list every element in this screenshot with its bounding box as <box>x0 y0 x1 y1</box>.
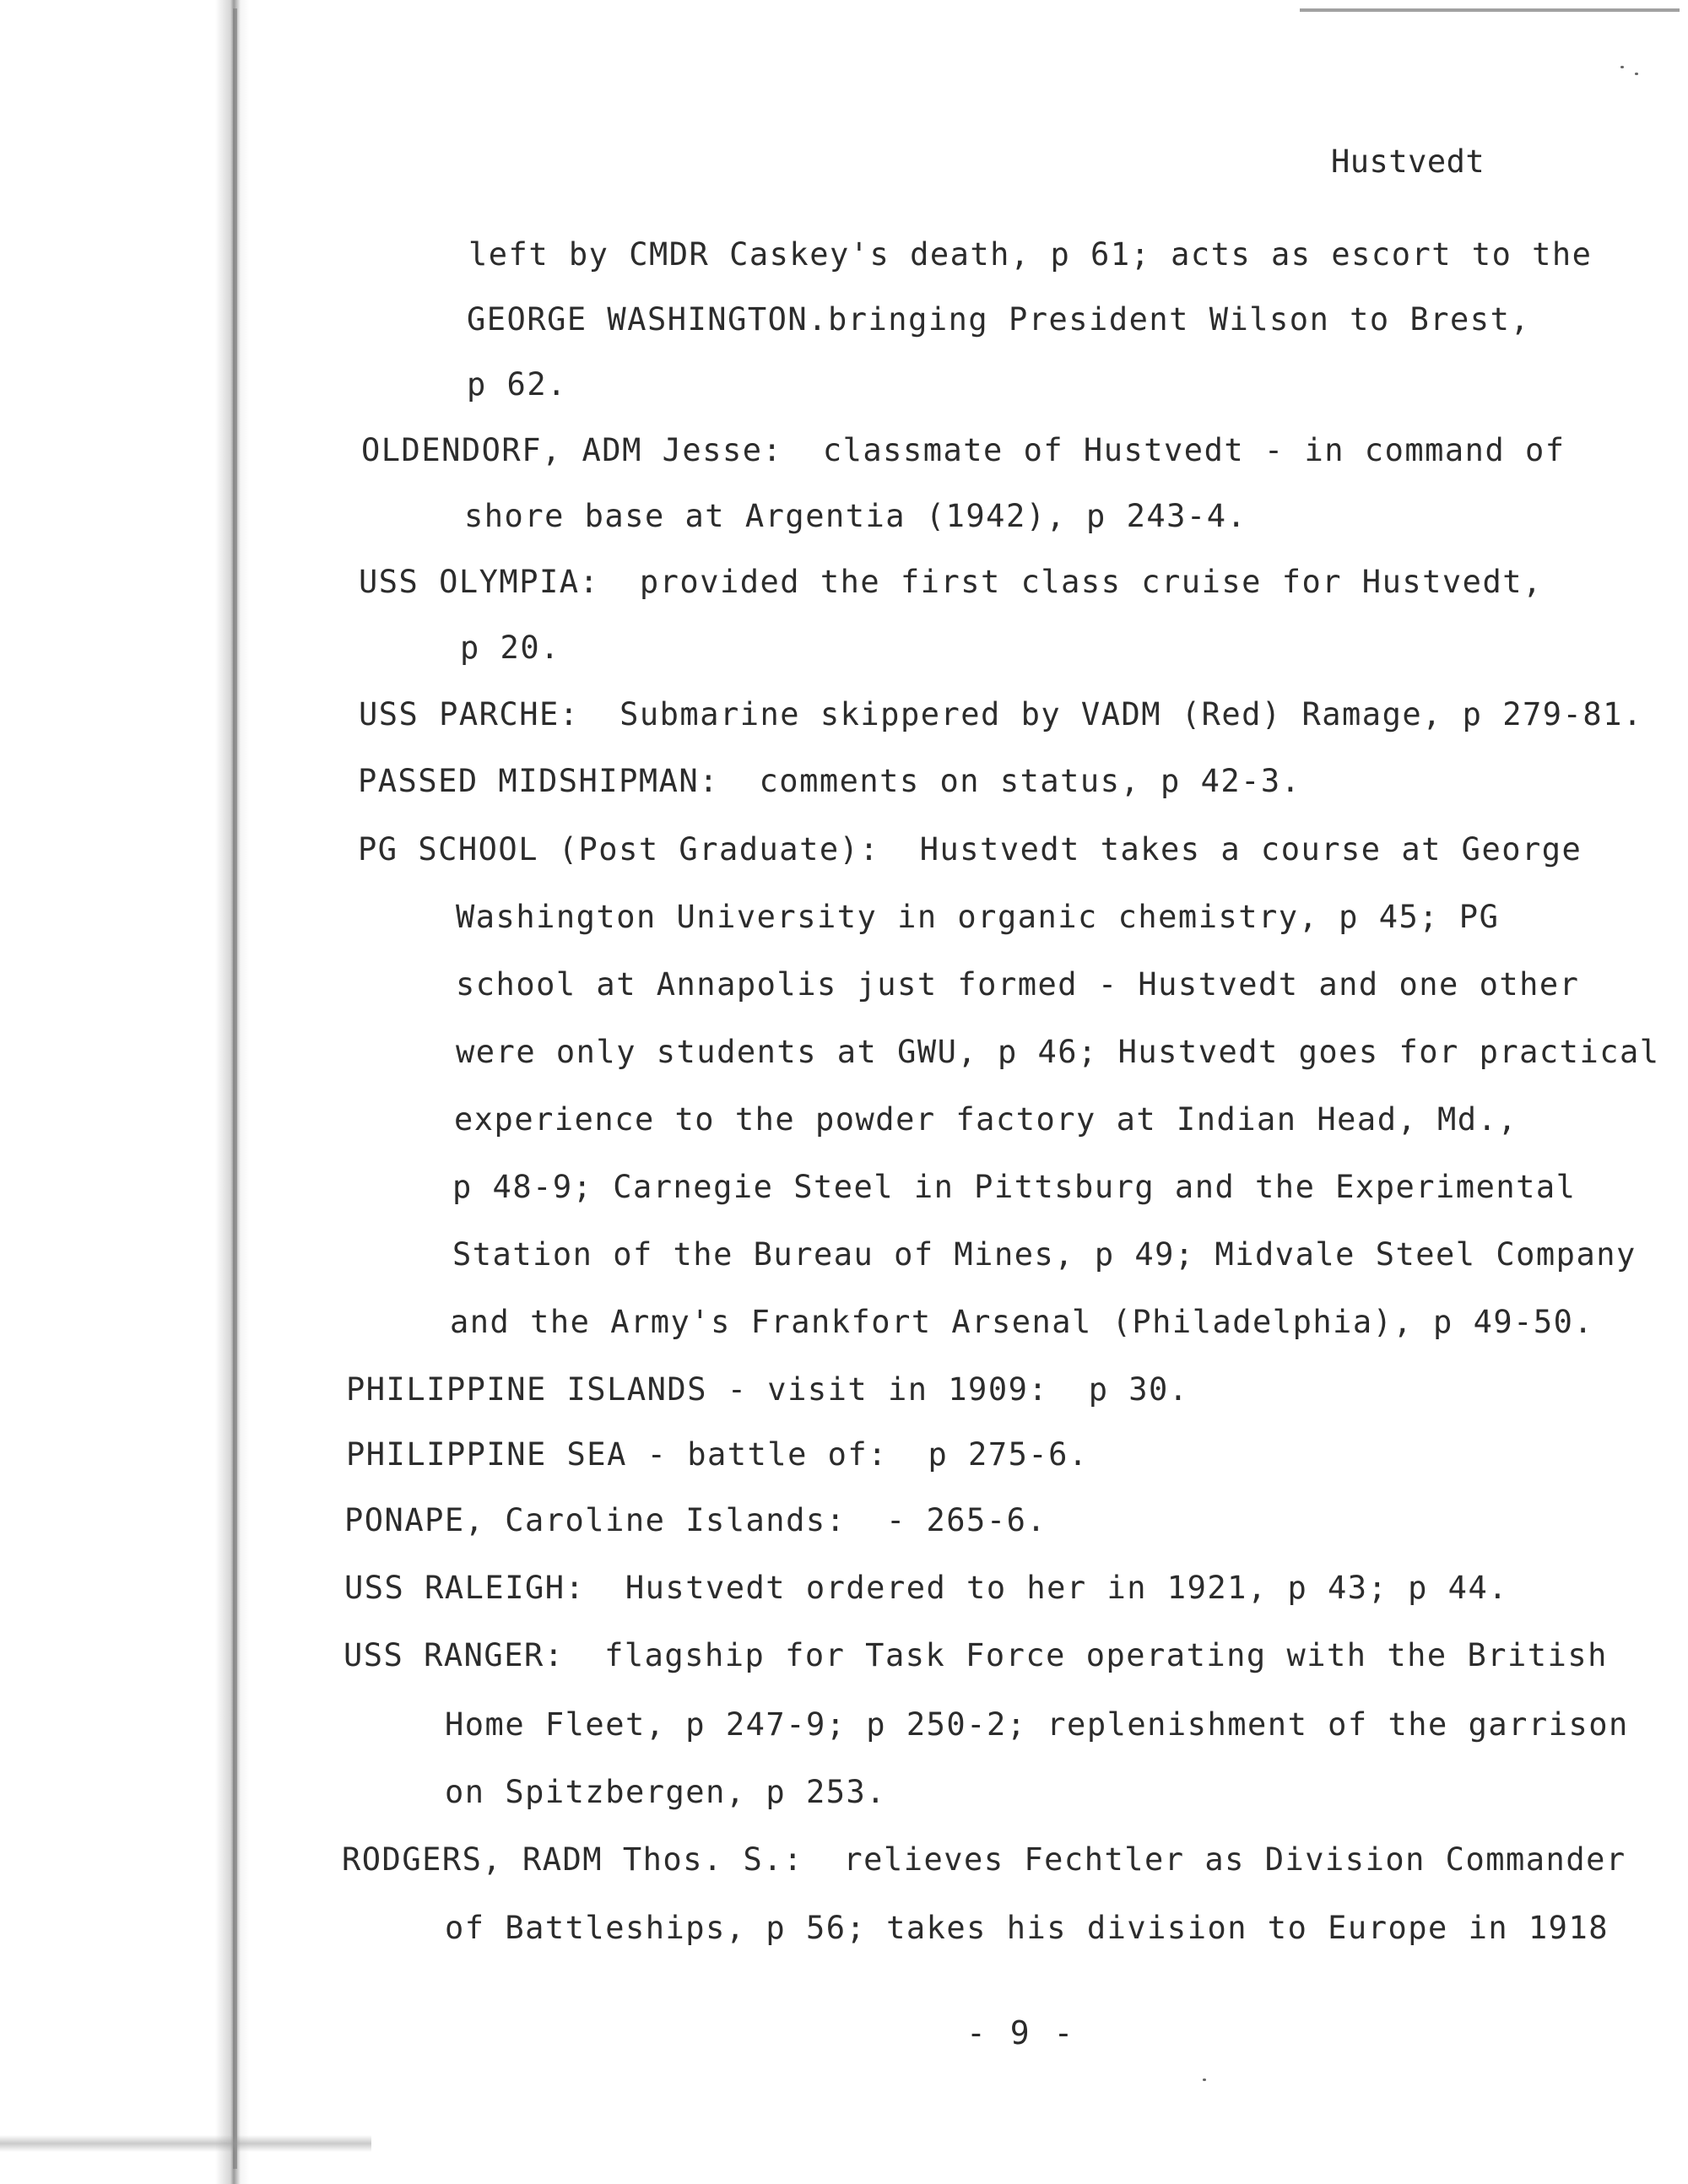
index-entry-heading: PONAPE, Caroline Islands: - 265-6. <box>344 1502 1047 1538</box>
index-entry-heading: PHILIPPINE SEA - battle of: p 275-6. <box>346 1436 1089 1473</box>
index-line: left by CMDR Caskey's death, p 61; acts as escort to the <box>468 236 1593 273</box>
index-line: GEORGE WASHINGTON.bringing President Wilson to Brest, <box>467 301 1531 338</box>
bottom-shadow <box>0 2135 371 2152</box>
index-entry-heading: PASSED MIDSHIPMAN: comments on status, p 42-3. <box>358 763 1301 799</box>
binding-shadow <box>215 0 249 2184</box>
index-entry-heading: USS RANGER: flagship for Task Force operating with the British <box>344 1637 1608 1673</box>
index-line: school at Annapolis just formed - Hustvedt and one other <box>456 966 1580 1003</box>
index-line: on Spitzbergen, p 253. <box>445 1774 887 1810</box>
index-line: were only students at GWU, p 46; Hustvedt goes for practical <box>456 1034 1660 1070</box>
index-line: p 48-9; Carnegie Steel in Pittsburg and the Experimental <box>452 1169 1577 1205</box>
index-entry-heading: OLDENDORF, ADM Jesse: classmate of Hustvedt - in command of <box>361 432 1566 468</box>
scan-speck <box>1203 2079 1206 2081</box>
index-line: shore base at Argentia (1942), p 243-4. <box>464 498 1247 534</box>
index-entry-heading: RODGERS, RADM Thos. S.: relieves Fechtler as Division Commander <box>342 1841 1626 1878</box>
index-line: p 62. <box>467 366 567 403</box>
index-line: Home Fleet, p 247-9; p 250-2; replenishment of the garrison <box>445 1706 1629 1743</box>
index-line: and the Army's Frankfort Arsenal (Philadelphia), p 49-50. <box>450 1304 1594 1340</box>
index-line: p 20. <box>460 630 560 666</box>
index-entry-heading: PHILIPPINE ISLANDS - visit in 1909: p 30. <box>346 1371 1189 1408</box>
index-entry-heading: USS OLYMPIA: provided the first class cruise for Hustvedt, <box>359 564 1543 600</box>
index-entry-heading: USS RALEIGH: Hustvedt ordered to her in 1921, p 43; p 44. <box>344 1570 1509 1606</box>
page-number: - 9 - <box>966 2014 1076 2052</box>
binding-edge <box>233 8 237 2169</box>
index-line: of Battleships, p 56; takes his division to Europe in 1918 <box>445 1910 1610 1946</box>
scan-speck <box>1620 66 1624 68</box>
page-header-surname: Hustvedt <box>1331 143 1485 180</box>
top-edge-line <box>1300 8 1680 12</box>
index-line: Station of the Bureau of Mines, p 49; Midvale Steel Company <box>452 1236 1637 1273</box>
index-line: Washington University in organic chemistry, p 45; PG <box>456 899 1500 935</box>
index-entry-heading: USS PARCHE: Submarine skippered by VADM (Red) Ramage, p 279-81. <box>359 696 1643 733</box>
scan-speck <box>1635 73 1638 75</box>
index-line: experience to the powder factory at Indian Head, Md., <box>454 1101 1518 1138</box>
index-entry-heading: PG SCHOOL (Post Graduate): Hustvedt takes a course at George <box>358 831 1582 868</box>
